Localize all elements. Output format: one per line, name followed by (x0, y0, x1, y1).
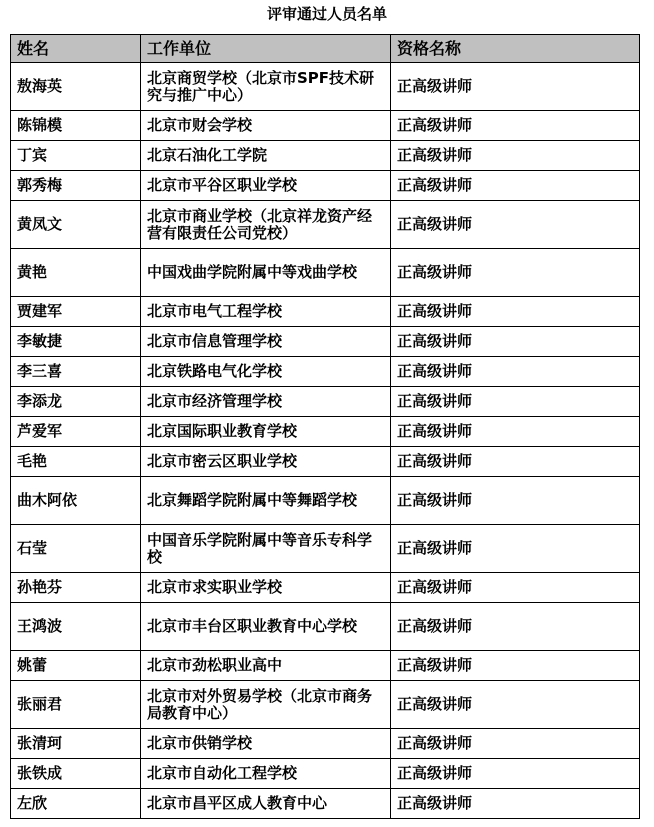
table-row (11, 729, 640, 759)
cell-name: 张丽君 (11, 681, 141, 729)
table-row (11, 297, 640, 327)
cell-name: 贾建军 (11, 297, 141, 327)
cell-qualification: 正高级讲师 (391, 789, 640, 819)
cell-name: 张铁成 (11, 759, 141, 789)
cell-qualification: 正高级讲师 (391, 297, 640, 327)
cell-qualification: 正高级讲师 (391, 651, 640, 681)
table-row (11, 111, 640, 141)
cell-name: 李添龙 (11, 387, 141, 417)
cell-unit: 北京市求实职业学校 (141, 573, 391, 603)
cell-unit: 北京市财会学校 (141, 111, 391, 141)
cell-qualification: 正高级讲师 (391, 141, 640, 171)
cell-name: 芦爱军 (11, 417, 141, 447)
cell-unit: 北京市对外贸易学校（北京市商务局教育中心） (141, 681, 391, 729)
cell-name: 曲木阿依 (11, 477, 141, 525)
table-row (11, 525, 640, 573)
cell-unit: 北京铁路电气化学校 (141, 357, 391, 387)
table-row (11, 417, 640, 447)
roster-table (10, 34, 640, 819)
cell-name: 孙艳芬 (11, 573, 141, 603)
cell-name: 王鸿波 (11, 603, 141, 651)
cell-qualification: 正高级讲师 (391, 111, 640, 141)
table-row (11, 387, 640, 417)
cell-unit: 北京市劲松职业高中 (141, 651, 391, 681)
table-row (11, 789, 640, 819)
column-header-qualification: 资格名称 (391, 35, 640, 63)
cell-name: 毛艳 (11, 447, 141, 477)
cell-qualification: 正高级讲师 (391, 171, 640, 201)
cell-unit: 中国音乐学院附属中等音乐专科学校 (141, 525, 391, 573)
table-row (11, 357, 640, 387)
table-row (11, 651, 640, 681)
cell-name: 姚蕾 (11, 651, 141, 681)
cell-name: 张清珂 (11, 729, 141, 759)
cell-unit: 北京国际职业教育学校 (141, 417, 391, 447)
cell-name: 陈锦模 (11, 111, 141, 141)
cell-unit: 北京市经济管理学校 (141, 387, 391, 417)
cell-unit: 北京市电气工程学校 (141, 297, 391, 327)
table-row (11, 477, 640, 525)
cell-name: 李三喜 (11, 357, 141, 387)
cell-name: 黄艳 (11, 249, 141, 297)
cell-qualification: 正高级讲师 (391, 327, 640, 357)
cell-unit: 北京市信息管理学校 (141, 327, 391, 357)
table-row (11, 327, 640, 357)
cell-name: 黄凤文 (11, 201, 141, 249)
cell-qualification: 正高级讲师 (391, 417, 640, 447)
cell-name: 郭秀梅 (11, 171, 141, 201)
table-row (11, 171, 640, 201)
cell-qualification: 正高级讲师 (391, 729, 640, 759)
cell-name: 石莹 (11, 525, 141, 573)
cell-qualification: 正高级讲师 (391, 63, 640, 111)
table-row (11, 603, 640, 651)
table-row (11, 681, 640, 729)
cell-qualification: 正高级讲师 (391, 447, 640, 477)
cell-name: 敖海英 (11, 63, 141, 111)
table-row (11, 249, 640, 297)
cell-unit: 北京市平谷区职业学校 (141, 171, 391, 201)
table-row (11, 573, 640, 603)
cell-unit: 北京商贸学校（北京市SPF技术研究与推广中心） (141, 63, 391, 111)
cell-name: 左欣 (11, 789, 141, 819)
cell-unit: 北京市商业学校（北京祥龙资产经营有限责任公司党校） (141, 201, 391, 249)
cell-unit: 北京石油化工学院 (141, 141, 391, 171)
column-header-name: 姓名 (11, 35, 141, 63)
cell-qualification: 正高级讲师 (391, 603, 640, 651)
cell-unit: 北京舞蹈学院附属中等舞蹈学校 (141, 477, 391, 525)
page-title: 评审通过人员名单 (266, 5, 387, 23)
cell-qualification: 正高级讲师 (391, 573, 640, 603)
cell-qualification: 正高级讲师 (391, 357, 640, 387)
roster-body (11, 63, 640, 819)
cell-name: 丁宾 (11, 141, 141, 171)
cell-unit: 北京市供销学校 (141, 729, 391, 759)
table-row (11, 759, 640, 789)
cell-unit: 北京市密云区职业学校 (141, 447, 391, 477)
header-row (11, 35, 640, 63)
cell-qualification: 正高级讲师 (391, 249, 640, 297)
cell-unit: 北京市自动化工程学校 (141, 759, 391, 789)
cell-name: 李敏捷 (11, 327, 141, 357)
table-row (11, 63, 640, 111)
cell-unit: 北京市昌平区成人教育中心 (141, 789, 391, 819)
cell-qualification: 正高级讲师 (391, 525, 640, 573)
table-row (11, 141, 640, 171)
column-header-unit: 工作单位 (141, 35, 391, 63)
cell-qualification: 正高级讲师 (391, 387, 640, 417)
table-row (11, 447, 640, 477)
cell-qualification: 正高级讲师 (391, 759, 640, 789)
cell-unit: 北京市丰台区职业教育中心学校 (141, 603, 391, 651)
cell-qualification: 正高级讲师 (391, 681, 640, 729)
cell-qualification: 正高级讲师 (391, 477, 640, 525)
table-row (11, 201, 640, 249)
cell-qualification: 正高级讲师 (391, 201, 640, 249)
cell-unit: 中国戏曲学院附属中等戏曲学校 (141, 249, 391, 297)
